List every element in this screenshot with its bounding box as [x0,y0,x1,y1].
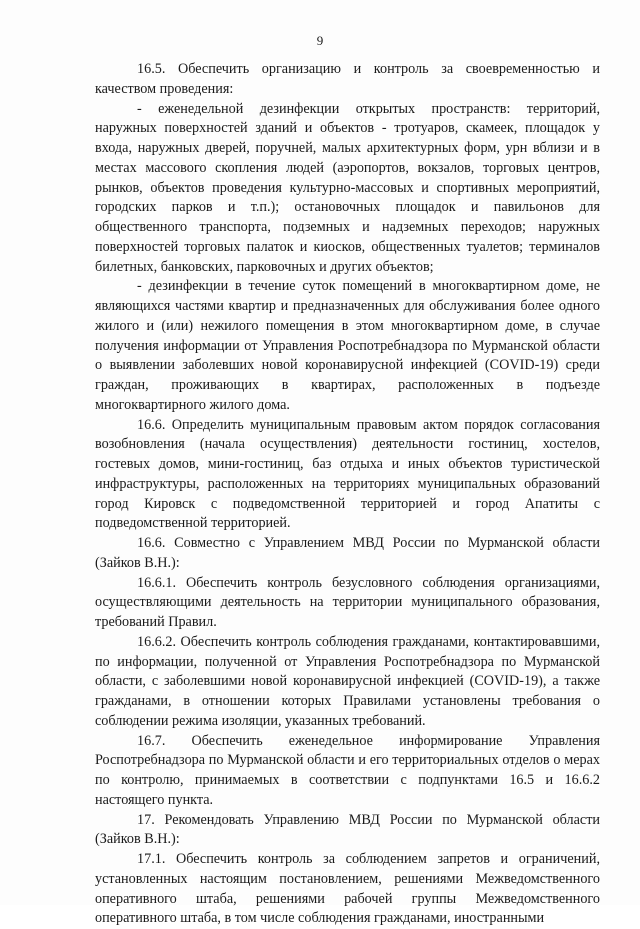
paragraph-17-1: 17.1. Обеспечить контроль за соблюдением запретов и ограничений, установленных настоящим постановлением, решениями Межведомственного оперативного штаба, решениями рабочей группы Межведомственного оперативного штаба, в том числе соблюдения гражданами, иностранными [95,851,600,927]
paragraph-17: 17. Рекомендовать Управлению МВД России по Мурманской области (Зайков В.Н.): [95,811,600,848]
list-item-daily-disinfection: - дезинфекции в течение суток помещений в многоквартирном доме, не являющихся частями квартир и предназначенных для обслуживания более одного жилого и (или) нежилого помещения в этом многоквартирном доме, в случае получения информации от Управления Роспотребнадзора по Мурманской области о выявлении заболевших новой коронавирусной инфекцией (COVID-19) среди граждан, проживающих в квартирах, расположенных в подъезде многоквартирного жилого дома. [95,278,600,413]
paragraph-16-5: 16.5. Обеспечить организацию и контроль за своевременностью и качеством проведения: [95,61,600,97]
page-number: 9 [316,33,324,48]
list-item-weekly-disinfection: - еженедельной дезинфекции открытых пространств: территорий, наружных поверхностей зданий и объектов - тротуаров, скамеек, площадок у входа, наружных дверей, поручней, малых архитектурных форм, урн вблизи и в местах массового скопления людей (аэропортов, вокзалов, торговых центров, рынков, объектов проведения культурно-массовых и спортивных мероприятий, городских парков и т.п.); остановочных площадок и павильонов для общественного транспорта, подземных и надземных переходов; наружных поверхностей торговых палаток и киосков, общественных туалетов; терминалов билетных, банковских, парковочных и других объектов; [95,100,600,275]
paragraph-16-6-2: 16.6.2. Обеспечить контроль соблюдения гражданами, контактировавшими, по информации, полученной от Управления Роспотребнадзора по Мурманской области, с заболевшими новой коронавирусной инфекцией (COVID-19), а также гражданами, в отношении которых Правилами установлены требования о соблюдении режима изоляции, указанных требований. [95,633,600,729]
paragraph-16-6-1: 16.6.1. Обеспечить контроль безусловного соблюдения организациями, осуществляющими деятельность на территории муниципального образования, требований Правил. [95,574,600,630]
document-body [95,60,600,929]
paragraph-16-6-define: 16.6. Определить муниципальным правовым актом порядок согласования возобновления (начала осуществления) деятельности гостиниц, хостелов, гостевых домов, мини-гостиниц, баз отдыха и иных объектов туристической инфраструктуры, расположенных на территориях муниципальных образований город Кировск с подведомственной территорией и город Апатиты с подведомственной территорией. [95,416,600,532]
paragraph-16-6-jointly: 16.6. Совместно с Управлением МВД России по Мурманской области (Зайков В.Н.): [95,535,600,571]
paragraph-16-7: 16.7. Обеспечить еженедельное информирование Управления Роспотребнадзора по Мурманской области и его территориальных отделов о мерах по контролю, принимаемых в соответствии с подпунктами 16.5 и 16.6.2 настоящего пункта. [95,732,600,808]
